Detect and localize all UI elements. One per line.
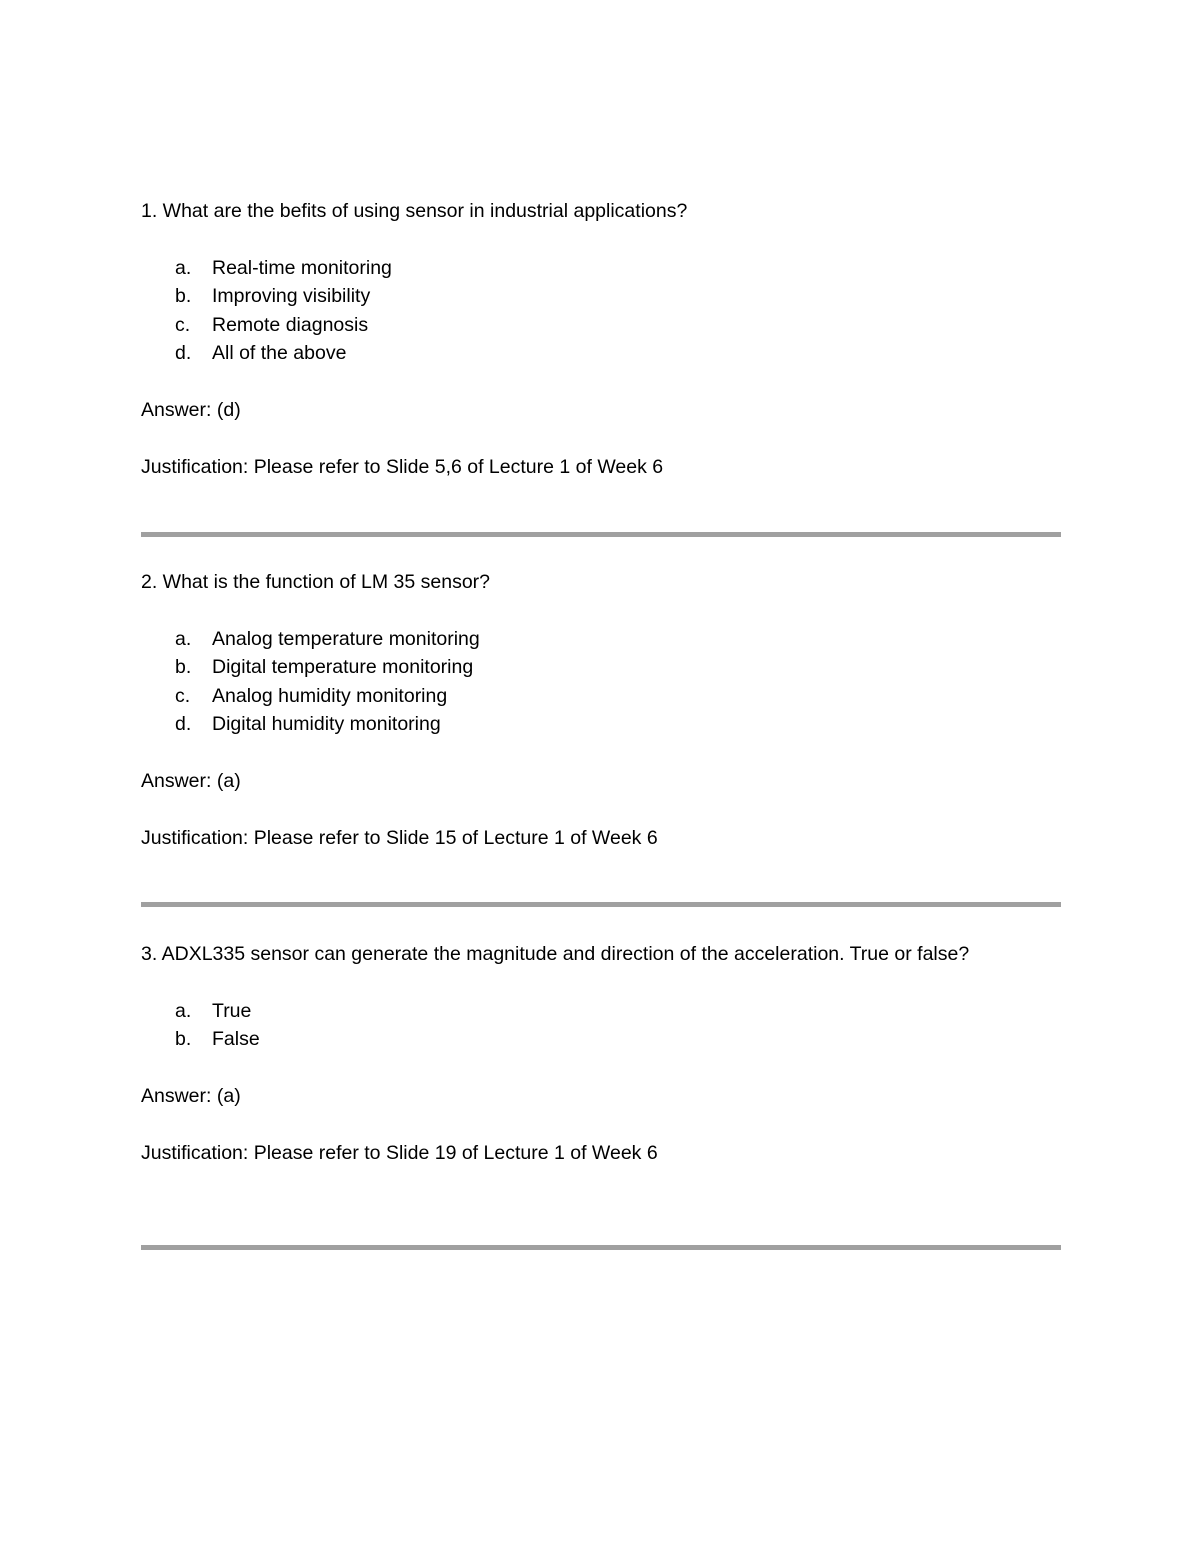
answer-text: Answer: (d) <box>141 398 241 421</box>
question-text: 2. What is the function of LM 35 sensor? <box>141 571 491 593</box>
justification-text: Justification: Please refer to Slide 5,6 of Lecture 1 of Week 6 <box>141 455 664 478</box>
justification-text: Justification: Please refer to Slide 15 of Lecture 1 of Week 6 <box>141 826 658 849</box>
option-item <box>141 710 1061 739</box>
option-letter: c. <box>175 313 191 336</box>
section-divider <box>141 902 1061 907</box>
option-item <box>141 254 1061 283</box>
section-divider <box>141 532 1061 537</box>
option-letter: b. <box>175 656 192 679</box>
option-text: Remote diagnosis <box>212 313 369 336</box>
option-text: Digital humidity monitoring <box>212 713 441 736</box>
section-divider <box>141 1245 1061 1250</box>
option-text: Analog temperature monitoring <box>212 627 480 650</box>
option-item <box>141 682 1061 711</box>
question-1 <box>141 197 1061 481</box>
option-item <box>141 625 1061 654</box>
option-text: Real-time monitoring <box>212 256 392 279</box>
option-text: True <box>212 999 252 1022</box>
question-text: 1. What are the befits of using sensor in industrial applications? <box>141 200 688 222</box>
option-item <box>141 997 1061 1026</box>
option-letter: a. <box>175 256 192 279</box>
answer-text: Answer: (a) <box>141 769 241 792</box>
option-letter: d. <box>175 342 192 365</box>
option-list <box>141 997 1061 1054</box>
option-item <box>141 1025 1061 1054</box>
option-letter: a. <box>175 627 192 650</box>
option-item <box>141 282 1061 311</box>
option-item <box>141 311 1061 340</box>
option-text: Analog humidity monitoring <box>212 684 448 707</box>
question-2 <box>141 568 1061 852</box>
option-text: All of the above <box>212 342 347 365</box>
question-3 <box>141 940 1061 1167</box>
option-list <box>141 254 1061 368</box>
justification-text: Justification: Please refer to Slide 19 of Lecture 1 of Week 6 <box>141 1141 658 1164</box>
option-list <box>141 625 1061 739</box>
option-letter: a. <box>175 999 192 1022</box>
option-text: False <box>212 1028 260 1051</box>
option-text: Digital temperature monitoring <box>212 656 474 679</box>
option-letter: c. <box>175 684 191 707</box>
option-letter: d. <box>175 713 192 736</box>
question-text: 3. ADXL335 sensor can generate the magnitude and direction of the acceleration. True or false? <box>141 943 970 965</box>
option-item <box>141 653 1061 682</box>
option-letter: b. <box>175 1028 192 1051</box>
option-letter: b. <box>175 285 192 308</box>
option-item <box>141 339 1061 368</box>
answer-text: Answer: (a) <box>141 1084 241 1107</box>
option-text: Improving visibility <box>212 285 371 308</box>
